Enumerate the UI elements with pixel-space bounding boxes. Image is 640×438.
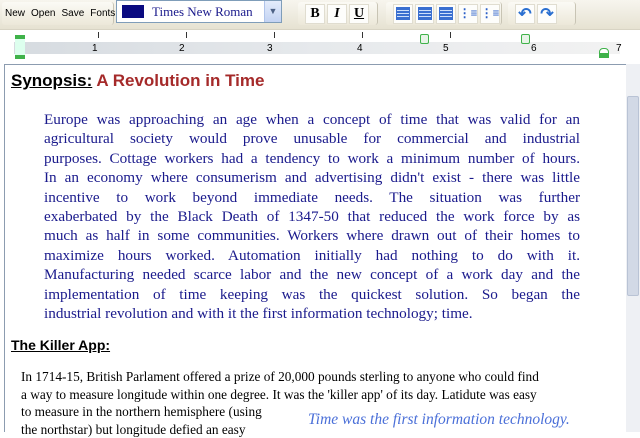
left-indent-marker[interactable] <box>15 35 25 59</box>
paragraph-line: In 1714-15, British Parlament offered a prize of 20,000 pounds sterling to anyone who could find <box>21 368 597 386</box>
paragraph-line: a way to measure longitude within one degree. It was the 'killer app' of its day. Latidute was easy <box>21 386 597 404</box>
paragraph-line: Europe was approaching an age when a concept of time that was valid for an <box>44 110 580 129</box>
ruler-number: 3 <box>267 43 273 54</box>
vertical-scrollbar[interactable] <box>626 64 640 432</box>
paragraph-line: purposes. Cottage workers had a tendency to work a minimum number of hours. <box>44 149 580 168</box>
paragraph-line: to measure in the northern hemisphere (using <box>21 403 597 421</box>
fonts-button[interactable]: Fonts <box>87 8 118 19</box>
synopsis-paragraph <box>44 110 580 323</box>
ruler[interactable] <box>0 30 626 64</box>
toolbar <box>0 0 640 30</box>
ruler-number: 1 <box>92 43 98 54</box>
redo-icon[interactable]: ↷ <box>537 4 557 24</box>
scrollbar-thumb[interactable] <box>627 96 639 296</box>
tab-marker[interactable] <box>521 34 530 44</box>
page-title <box>11 71 264 91</box>
paragraph-line: implementation of time keeping was the quickest solution. So began the <box>44 285 580 304</box>
font-color-swatch[interactable] <box>122 5 144 18</box>
chevron-down-icon[interactable]: ▼ <box>264 1 281 22</box>
history-toolbar <box>508 2 576 25</box>
title-text: A Revolution in Time <box>96 71 264 90</box>
open-button[interactable]: Open <box>28 8 58 19</box>
save-button[interactable]: Save <box>58 8 87 19</box>
format-toolbar <box>298 2 378 25</box>
paragraph-line: incentive to work beyond immediate needs. The situation was further <box>44 188 580 207</box>
bullet-list-icon[interactable]: ⋮≡ <box>458 4 478 24</box>
right-indent-marker[interactable] <box>599 48 609 58</box>
font-select[interactable] <box>116 0 282 23</box>
paragraph-line: agricultural society would prove unusable for commercial and industrial <box>44 129 580 148</box>
new-button[interactable]: New <box>2 8 28 19</box>
ruler-band <box>14 42 620 54</box>
ruler-number: 6 <box>531 43 537 54</box>
align-center-icon[interactable] <box>415 4 435 24</box>
numbered-list-icon[interactable]: ⋮≡ <box>480 4 500 24</box>
document-editor[interactable] <box>4 64 626 432</box>
paragraph-line: In an economy where consumerism and advertising didn't exist - there was little <box>44 168 580 187</box>
section-heading: The Killer App: <box>11 337 110 353</box>
italic-button[interactable]: I <box>327 4 347 24</box>
paragraph-toolbar <box>386 2 502 25</box>
paragraph-line: exaberbated by the Black Death of 1347-50 that reduced the work force by as <box>44 207 580 226</box>
ruler-number: 2 <box>179 43 185 54</box>
undo-icon[interactable]: ↶ <box>515 4 535 24</box>
paragraph-line: the northstar) but longitude defied an easy <box>21 421 597 438</box>
title-label: Synopsis: <box>11 71 92 90</box>
justify-icon[interactable] <box>436 4 456 24</box>
pull-quote: Time was the first information technology. <box>308 411 570 429</box>
paragraph-line: industrial revolution and with it the first information technology; time. <box>44 304 580 323</box>
align-left-icon[interactable] <box>393 4 413 24</box>
paragraph-line: Manufacturing needed scarce labor and the new concept of a work day and the <box>44 265 580 284</box>
file-toolbar <box>2 2 114 25</box>
paragraph-line: much as half in some communities. Workers where drawn out of their homes to <box>44 226 580 245</box>
underline-button[interactable]: U <box>349 4 369 24</box>
ruler-number: 4 <box>357 43 363 54</box>
tab-marker[interactable] <box>420 34 429 44</box>
bold-button[interactable]: B <box>305 4 325 24</box>
ruler-number: 7 <box>616 43 622 54</box>
font-name: Times New Roman <box>152 4 264 20</box>
ruler-number: 5 <box>443 43 449 54</box>
paragraph-line: maximize hours worked. Automation initially had nothing to do with it. <box>44 246 580 265</box>
